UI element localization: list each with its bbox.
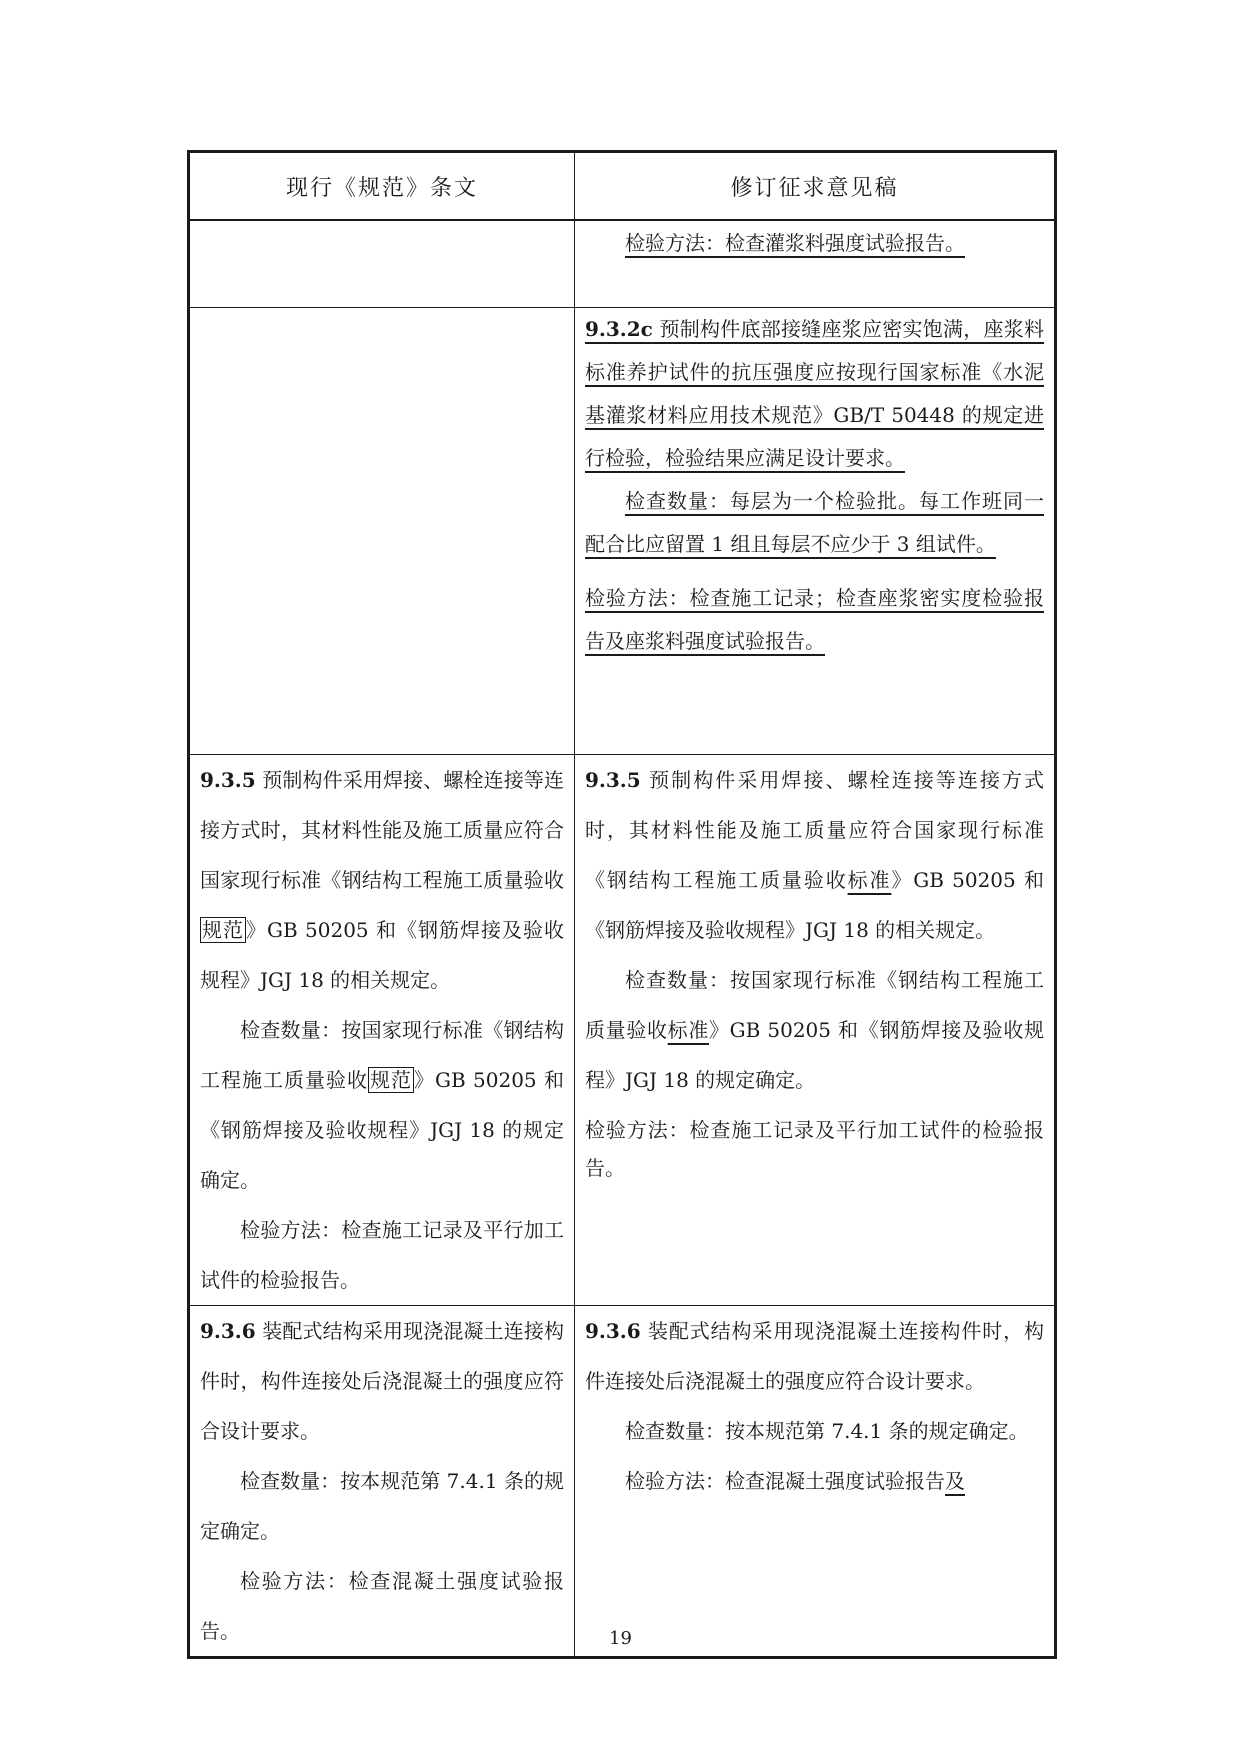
clause-paragraph xyxy=(585,1306,1044,1406)
inspection-quantity-text: 检查数量：按本规范第 7.4.1 条的规定确定。 xyxy=(200,1469,564,1543)
revised-term: 标准 xyxy=(847,868,892,892)
clause-number: 9.3.6 xyxy=(585,1319,641,1343)
cell-current xyxy=(189,1306,575,1658)
inspection-method-text xyxy=(585,1456,1044,1506)
inspection-quantity-text xyxy=(200,1005,564,1205)
cell-current xyxy=(189,755,575,1306)
inspection-quantity-text: 检查数量：按本规范第 7.4.1 条的规定确定。 xyxy=(625,1419,1029,1443)
clause-text: 预制构件底部接缝座浆应密实饱满，座浆料标准养护试件的抗压强度应按现行国家标准《水泥基灌浆材料应用技术规范》GB/T 50448 的规定进行检验，检验结果应满足设计要求。 xyxy=(585,317,1044,470)
boxed-term: 规范 xyxy=(202,918,244,942)
clause-text: 》GB 50205 和《钢筋焊接及验收规程》JGJ 18 的相关规定。 xyxy=(585,868,1044,942)
table-row xyxy=(189,755,1056,1306)
clause-paragraph xyxy=(200,755,564,1005)
header-revision-draft: 修订征求意见稿 xyxy=(575,152,1056,221)
inspection-quantity-text xyxy=(585,955,1044,1105)
clause-paragraph xyxy=(200,1306,564,1456)
clause-number: 9.3.5 xyxy=(200,768,256,792)
table-row xyxy=(189,308,1056,755)
quantity-text: 》GB 50205 和《钢筋焊接及验收规程》JGJ 18 的规定确定。 xyxy=(200,1068,565,1192)
header-current-clause: 现行《规范》条文 xyxy=(189,152,575,221)
clause-text: 预制构件采用焊接、螺栓连接等连接方式时，其材料性能及施工质量应符合国家现行标准《钢结构工程施工质量验收 xyxy=(200,768,565,892)
cell-revision xyxy=(575,308,1056,755)
cell-revision xyxy=(575,755,1056,1306)
clause-text: 装配式结构采用现浇混凝土连接构件时，构件连接处后浇混凝土的强度应符合设计要求。 xyxy=(585,1319,1044,1393)
clause-paragraph xyxy=(585,308,1044,480)
cell-revision xyxy=(575,1306,1056,1658)
revised-term: 标准 xyxy=(667,1018,710,1042)
inspection-quantity-text: 检查数量：每层为一个检验批。每工作班同一配合比应留置 1 组且每层不应少于 3 组试件。 xyxy=(585,489,1044,556)
method-text: 检验方法：检查混凝土强度试验报告 xyxy=(625,1469,945,1493)
page-number: 19 xyxy=(609,1628,632,1649)
cell-revision xyxy=(575,220,1056,308)
clause-number: 9.3.5 xyxy=(585,768,641,792)
clause-text: 》GB 50205 和《钢筋焊接及验收规程》JGJ 18 的相关规定。 xyxy=(200,918,564,992)
clause-paragraph xyxy=(585,755,1044,955)
quantity-text: 》GB 50205 和《钢筋焊接及验收规程》JGJ 18 的规定确定。 xyxy=(585,1018,1045,1092)
boxed-term: 规范 xyxy=(370,1068,412,1092)
comparison-table xyxy=(187,150,1057,1659)
clause-number: 9.3.2c xyxy=(585,317,653,341)
revised-term: 及 xyxy=(945,1469,965,1493)
clause-number: 9.3.6 xyxy=(200,1319,256,1343)
clause-text: 装配式结构采用现浇混凝土连接构件时，构件连接处后浇混凝土的强度应符合设计要求。 xyxy=(200,1319,565,1443)
cell-current xyxy=(189,220,575,308)
table-row xyxy=(189,1306,1056,1658)
clause-text: 预制构件采用焊接、螺栓连接等连接方式时，其材料性能及施工质量应符合国家现行标准《钢结构工程施工质量验收 xyxy=(585,768,1045,892)
inspection-method-text: 检验方法：检查施工记录；检查座浆密实度检验报告及座浆料强度试验报告。 xyxy=(585,586,1044,653)
inspection-method-text: 检验方法：检查施工记录及平行加工试件的检验报告。 xyxy=(200,1218,564,1292)
table-row xyxy=(189,220,1056,308)
cell-current xyxy=(189,308,575,755)
inspection-method-text: 检验方法：检查施工记录及平行加工试件的检验报告。 xyxy=(585,1118,1044,1180)
inspection-method-text: 检验方法：检查灌浆料强度试验报告。 xyxy=(625,231,965,255)
quantity-text: 检查数量：按国家现行标准《钢结构工程施工质量验收 xyxy=(200,1018,564,1092)
inspection-method-text: 检验方法：检查混凝土强度试验报告。 xyxy=(200,1569,564,1643)
table-header-row xyxy=(189,152,1056,221)
quantity-text: 检查数量：按国家现行标准《钢结构工程施工质量验收 xyxy=(585,968,1044,1042)
